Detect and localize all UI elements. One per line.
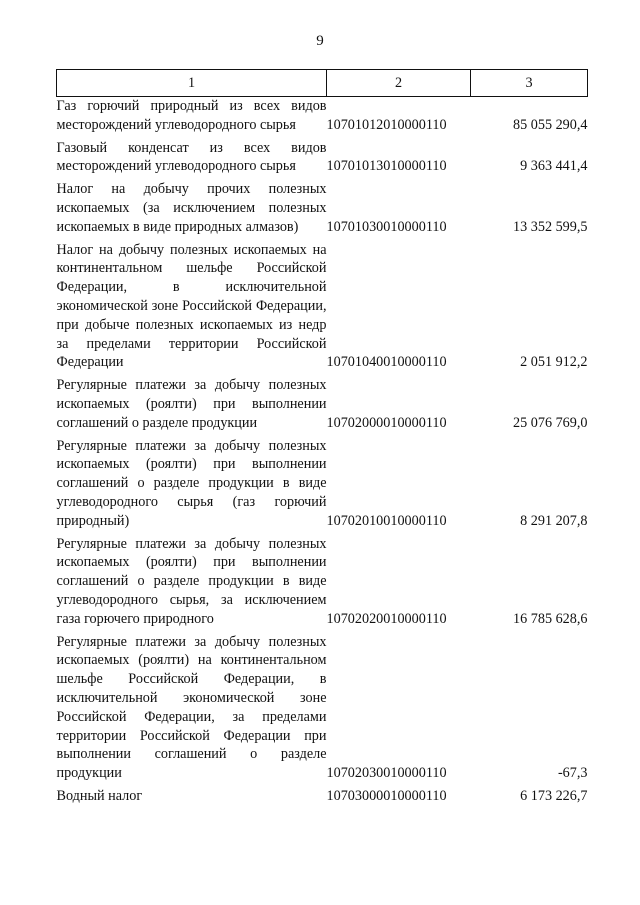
row-code: 10702010010000110 bbox=[326, 512, 447, 529]
row-amount: 6 173 226,7 bbox=[520, 787, 588, 804]
row-name: Регулярные платежи за добычу полезных ископаемых (роялти) при выполнении соглашений о разделе продукции в виде углеводородного сырья (газ горючий природный) bbox=[56, 437, 327, 529]
table-row bbox=[57, 376, 588, 436]
row-name: Регулярные платежи за добычу полезных ископаемых (роялти) при выполнении соглашений о разделе продукции в виде углеводородного сырья, за исключением газа горючего природного bbox=[56, 535, 327, 627]
row-name: Налог на добычу полезных ископаемых на континентальном шельфе Российской Федерации, в исключительной экономической зоне Российской Федерации, при добыче полезных ископаемых из недр за пределами территории Российской Федерации bbox=[56, 241, 327, 371]
row-name: Газовый конденсат из всех видов месторождений углеводородного сырья bbox=[56, 139, 327, 175]
table-row bbox=[57, 535, 588, 633]
column-header-1: 1 bbox=[57, 70, 327, 97]
table-row bbox=[57, 180, 588, 240]
page-number: 9 bbox=[316, 33, 324, 49]
row-name: Регулярные платежи за добычу полезных ископаемых (роялти) при выполнении соглашений о разделе продукции bbox=[56, 377, 327, 431]
row-amount: 8 291 207,8 bbox=[520, 512, 588, 529]
table-row bbox=[57, 787, 588, 810]
row-amount: 13 352 599,5 bbox=[513, 218, 588, 235]
row-name: Водный налог bbox=[56, 787, 143, 804]
row-code: 10701030010000110 bbox=[326, 218, 447, 235]
row-code: 10703000010000110 bbox=[326, 787, 447, 804]
table-row bbox=[57, 97, 588, 139]
row-name: Газ горючий природный из всех видов месторождений углеводородного сырья bbox=[56, 98, 327, 133]
column-header-3: 3 bbox=[471, 70, 588, 97]
table-header-row bbox=[57, 70, 588, 97]
row-amount: 25 076 769,0 bbox=[513, 414, 588, 431]
row-amount: 85 055 290,4 bbox=[513, 116, 588, 133]
row-code: 10702020010000110 bbox=[326, 610, 447, 627]
row-code: 10701012010000110 bbox=[326, 116, 447, 133]
column-header-2: 2 bbox=[327, 70, 471, 97]
row-code: 10702030010000110 bbox=[326, 765, 447, 782]
table-row bbox=[57, 633, 588, 787]
table-row bbox=[57, 139, 588, 181]
row-amount: -67,3 bbox=[557, 765, 588, 782]
row-code: 10702000010000110 bbox=[326, 414, 447, 431]
row-code: 10701040010000110 bbox=[326, 354, 447, 371]
table-row bbox=[57, 241, 588, 377]
row-amount: 9 363 441,4 bbox=[520, 158, 588, 175]
row-code: 10701013010000110 bbox=[326, 158, 447, 175]
row-name: Регулярные платежи за добычу полезных ископаемых (роялти) на континентальном шельфе Российской Федерации, в исключительной экономической зоне Российской Федерации, за пределами территории Российской Федерации при выполнении соглашений о разделе продукции bbox=[56, 633, 327, 782]
row-amount: 16 785 628,6 bbox=[513, 610, 588, 627]
revenue-table bbox=[56, 69, 588, 810]
row-amount: 2 051 912,2 bbox=[520, 354, 588, 371]
row-name: Налог на добычу прочих полезных ископаемых (за исключением полезных ископаемых в виде природных алмазов) bbox=[56, 181, 327, 235]
table-row bbox=[57, 437, 588, 535]
